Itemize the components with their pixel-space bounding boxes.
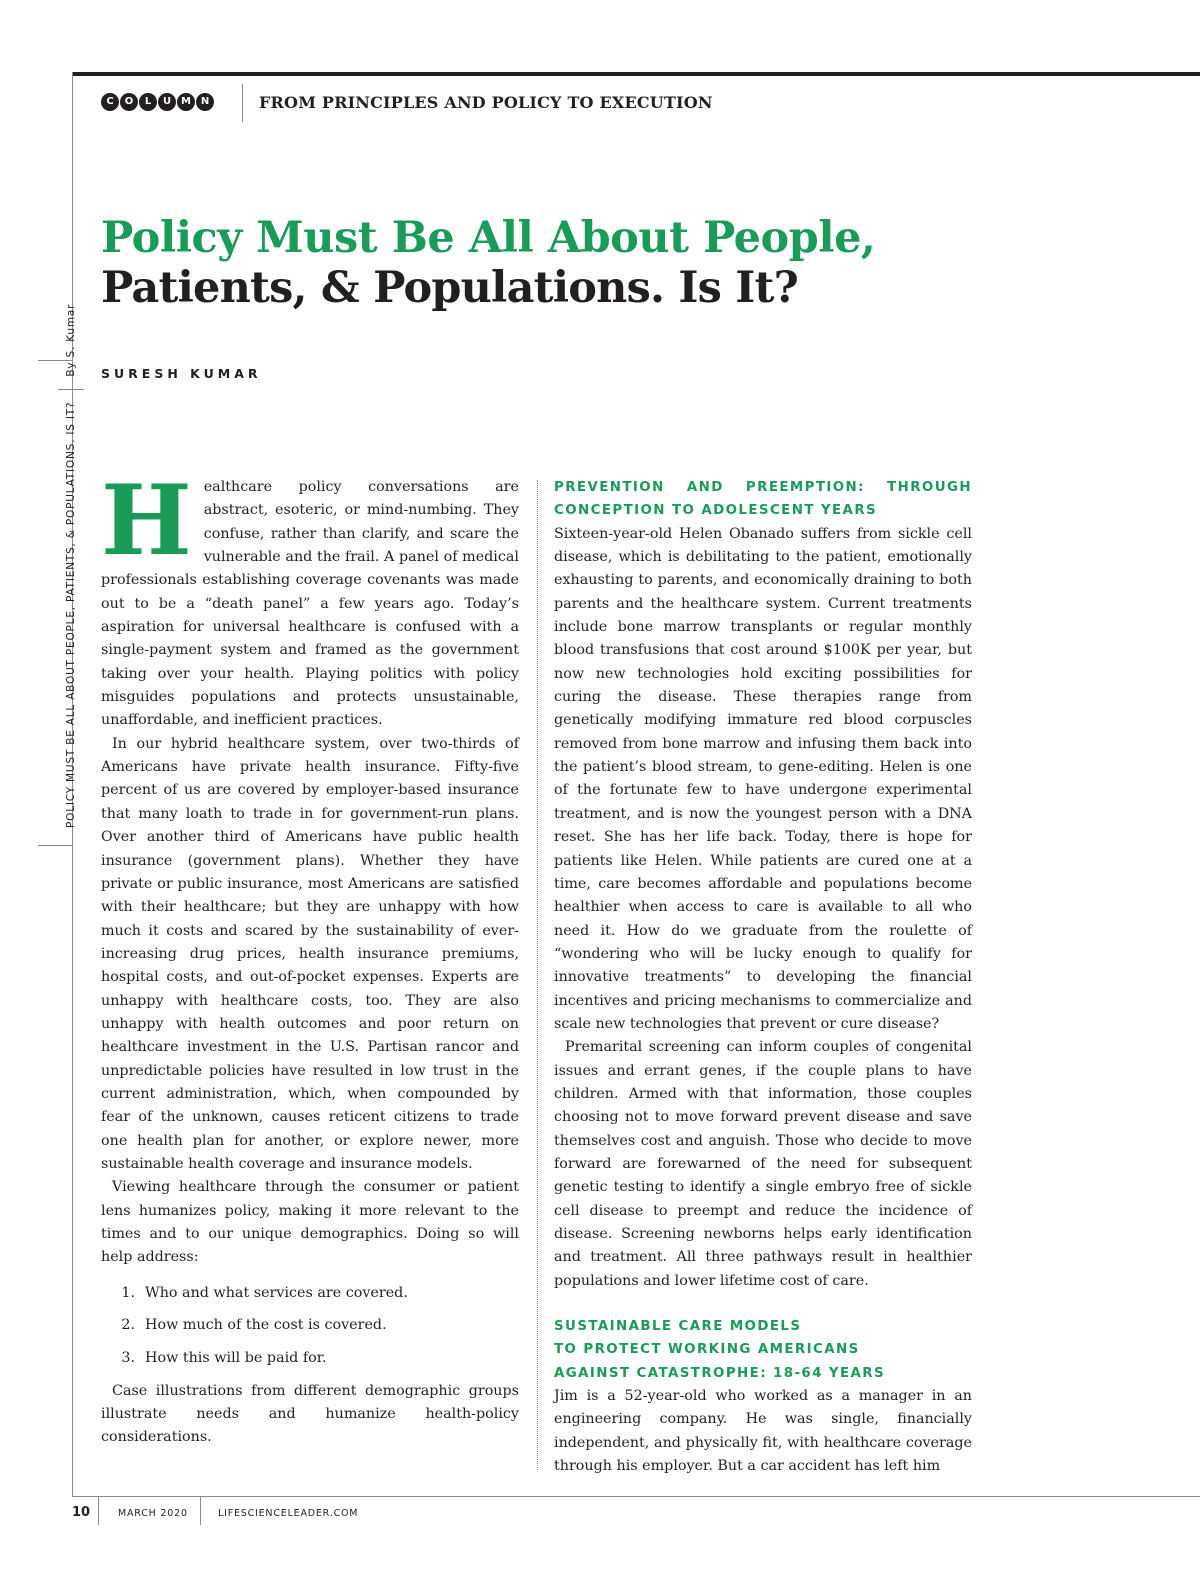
paragraph: Case illustrations from different demographic groups illustrate needs and humanize health-policy considerations.	[101, 1382, 519, 1446]
list-number: 1.	[121, 1284, 135, 1301]
subheading-line: SUSTAINABLE CARE MODELS	[554, 1319, 802, 1335]
column-badge	[101, 93, 214, 111]
badge-letter: C	[101, 93, 119, 111]
column-separator	[537, 480, 538, 1470]
subheading	[554, 1315, 972, 1385]
paragraph: ealthcare policy conversations are abstract, esoteric, or mind-numbing. They confuse, rather than clarify, and scare the vulnerable and the frail. A panel of medical professionals establishing coverage covenants was made out to be a “death panel” a few years ago. Today’s aspiration for universal healthcare is confused with a single-payment system and framed as the government taking over your health. Playing politics with policy misguides populations and protects unsustainable, unaffordable, and inefficient practices.	[101, 479, 519, 729]
paragraph: In our hybrid healthcare system, over two-thirds of Americans have private health insurance. Fifty-five percent of us are covered by employer-based insurance that many loath to trade in for government-run plans. Over another third of Americans have public health insurance (government plans). Whether they have private or public insurance, most Americans are satisfied with their healthcare; but they are unhappy with how much it costs and scared by the sustainability of ever-increasing drug prices, health insurance premiums, hospital costs, and out-of-pocket expenses. Experts are unhappy with healthcare costs, too. They are also unhappy with health outcomes and poor return on healthcare investment in the U.S. Partisan rancor and unpredictable policies have resulted in low trust in the current administration, which, when compounded by fear of the unknown, causes reticent citizens to trade one health plan for another, or explore newer, more sustainable health coverage and insurance models.	[101, 735, 519, 1172]
paragraph: Premarital screening can inform couples of congenital issues and errant genes, if the couple plans to have children. Armed with that information, those couples choosing not to move forward prevent disease and save themselves cost and anguish. Those who decide to move forward are forewarned of the need for subsequent genetic testing to identify a single embryo free of sickle cell disease to preempt and reduce the incidence of disease. Screening newborns helps early identification and treatment. All three pathways result in healthier populations and lower lifetime cost of care.	[554, 1039, 972, 1289]
left-column	[101, 464, 519, 1450]
footer-divider	[98, 1497, 99, 1525]
list-number: 3.	[121, 1349, 135, 1366]
list-item	[119, 1282, 519, 1305]
website-url: LIFESCIENCELEADER.COM	[218, 1508, 359, 1519]
side-running-title: POLICY MUST BE ALL ABOUT PEOPLE, PATIENTS, & POPULATIONS. IS IT?	[65, 401, 77, 828]
list-text: How much of the cost is covered.	[145, 1317, 387, 1334]
subheading: PREVENTION AND PREEMPTION: THROUGH CONCEPTION TO ADOLESCENT YEARS	[554, 480, 972, 519]
badge-letter: U	[158, 93, 176, 111]
badge-letter: L	[139, 93, 157, 111]
badge-letter: M	[177, 93, 195, 111]
issue-date: MARCH 2020	[118, 1508, 188, 1519]
side-running-head	[58, 304, 84, 828]
header-divider	[242, 84, 243, 122]
subheading-line: TO PROTECT WORKING AMERICANS	[554, 1342, 860, 1358]
byline: SURESH KUMAR	[101, 366, 262, 381]
side-divider-bottom	[38, 845, 72, 846]
badge-letter: O	[120, 93, 138, 111]
article-title-line1: Policy Must Be All About People,	[101, 213, 876, 263]
list-item	[119, 1314, 519, 1337]
footer-divider	[200, 1497, 201, 1525]
page-number: 10	[72, 1505, 91, 1520]
subheading-line: AGAINST CATASTROPHE: 18-64 YEARS	[554, 1365, 886, 1381]
top-rule	[72, 72, 1200, 76]
list-item	[119, 1347, 519, 1370]
footer-rule	[72, 1496, 1200, 1497]
badge-letter: N	[196, 93, 214, 111]
article-title-line2: Patients, & Populations. Is It?	[101, 263, 799, 313]
side-separator	[58, 389, 84, 390]
right-column	[554, 476, 972, 1478]
section-title: FROM PRINCIPLES AND POLICY TO EXECUTION	[259, 93, 713, 112]
list-text: Who and what services are covered.	[145, 1284, 408, 1301]
list-text: How this will be paid for.	[145, 1349, 327, 1366]
side-author: By S. Kumar	[65, 303, 77, 377]
paragraph: Jim is a 52-year-old who worked as a manager in an engineering company. He was single, financially independent, and physically fit, with healthcare coverage through his employer. But a car accident has left him	[554, 1388, 972, 1475]
numbered-list	[119, 1282, 519, 1370]
list-number: 2.	[121, 1317, 135, 1334]
drop-cap: H	[101, 464, 192, 577]
paragraph: Viewing healthcare through the consumer or patient lens humanizes policy, making it more relevant to the times and to our unique demographics. Doing so will help address:	[101, 1179, 519, 1266]
paragraph: Sixteen-year-old Helen Obanado suffers from sickle cell disease, which is debilitating to the patient, emotionally exhausting to parents, and economically draining to both parents and the healthcare system. Current treatments include bone marrow transplants or regular monthly blood transfusions that cost around $100K per year, but now new technologies hold exciting possibilities for curing the disease. These therapies range from genetically modifying immature red blood corpuscles removed from bone marrow and infusing them back into the patient’s blood stream, to gene-editing. Helen is one of the fortunate few to have undergone experimental treatment, and is now the youngest person with a DNA reset. She has her life back. Today, there is hope for patients like Helen. While patients are cured one at a time, care becomes affordable and populations become healthier when access to care is available to all who need it. How do we graduate from the roulette of “wondering who will be lucky enough to qualify for innovative treatments” to developing the financial incentives and pricing mechanisms to commercialize and scale new technologies that prevent or cure disease?	[554, 525, 972, 1032]
